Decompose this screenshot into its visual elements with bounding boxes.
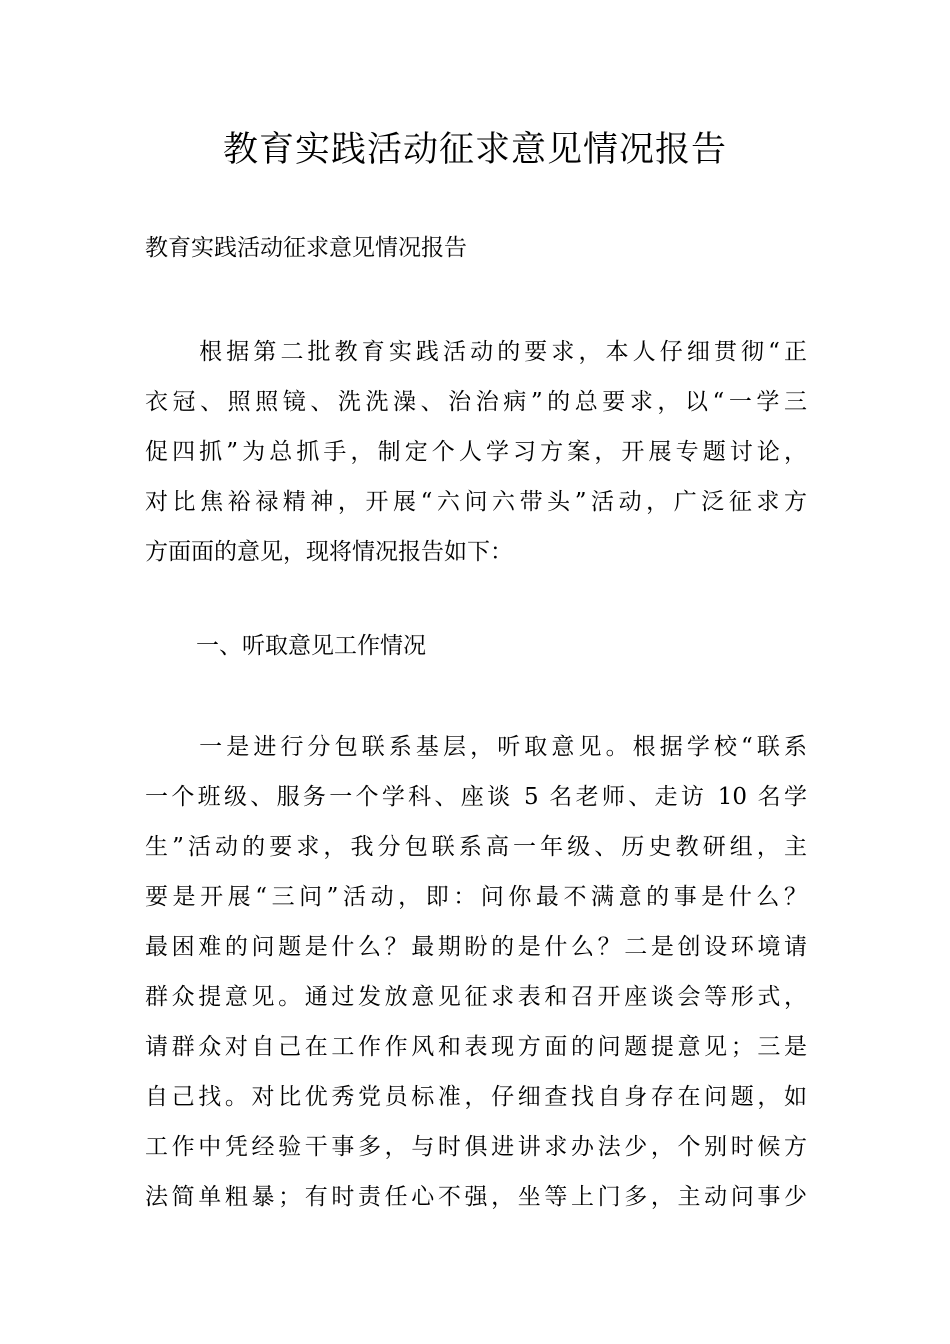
document-title: 教育实践活动征求意见情况报告 [222,130,727,170]
body-line: 法简单粗暴；有时责任心不强，坐等上门多，主动问事少 [145,1184,807,1210]
body-line: 请群众对自己在工作作风和表现方面的问题提意见；三是 [145,1034,807,1060]
body-line: 最困难的问题是什么？最期盼的是什么？二是创设环境请 [145,934,807,960]
body-line: 工作中凭经验干事多，与时俱进讲求办法少，个别时候方 [145,1134,807,1160]
document-subtitle: 教育实践活动征求意见情况报告 [145,235,467,261]
body-line: 生”活动的要求，我分包联系高一年级、历史教研组，主 [145,834,807,860]
body-line: 一个班级、服务一个学科、座谈 5 名老师、走访 10 名学 [145,784,807,810]
intro-line: 根据第二批教育实践活动的要求，本人仔细贯彻“正 [145,339,807,365]
intro-line: 方面面的意见，现将情况报告如下： [145,539,513,565]
body-line: 要是开展“三问”活动，即：问你最不满意的事是什么？ [145,884,807,910]
body-line: 群众提意见。通过发放意见征求表和召开座谈会等形式， [145,984,807,1010]
intro-line: 衣冠、照照镜、洗洗澡、治治病”的总要求，以“一学三 [145,389,807,415]
section-heading: 一、听取意见工作情况 [196,633,426,659]
intro-line: 促四抓”为总抓手，制定个人学习方案，开展专题讨论， [145,439,807,465]
intro-line: 对比焦裕禄精神，开展“六问六带头”活动，广泛征求方 [145,489,807,515]
body-line: 自己找。对比优秀党员标准，仔细查找自身存在问题，如 [145,1084,807,1110]
body-line: 一是进行分包联系基层，听取意见。根据学校“联系 [145,734,807,760]
body-paragraph [145,722,807,1222]
intro-paragraph [145,327,807,577]
